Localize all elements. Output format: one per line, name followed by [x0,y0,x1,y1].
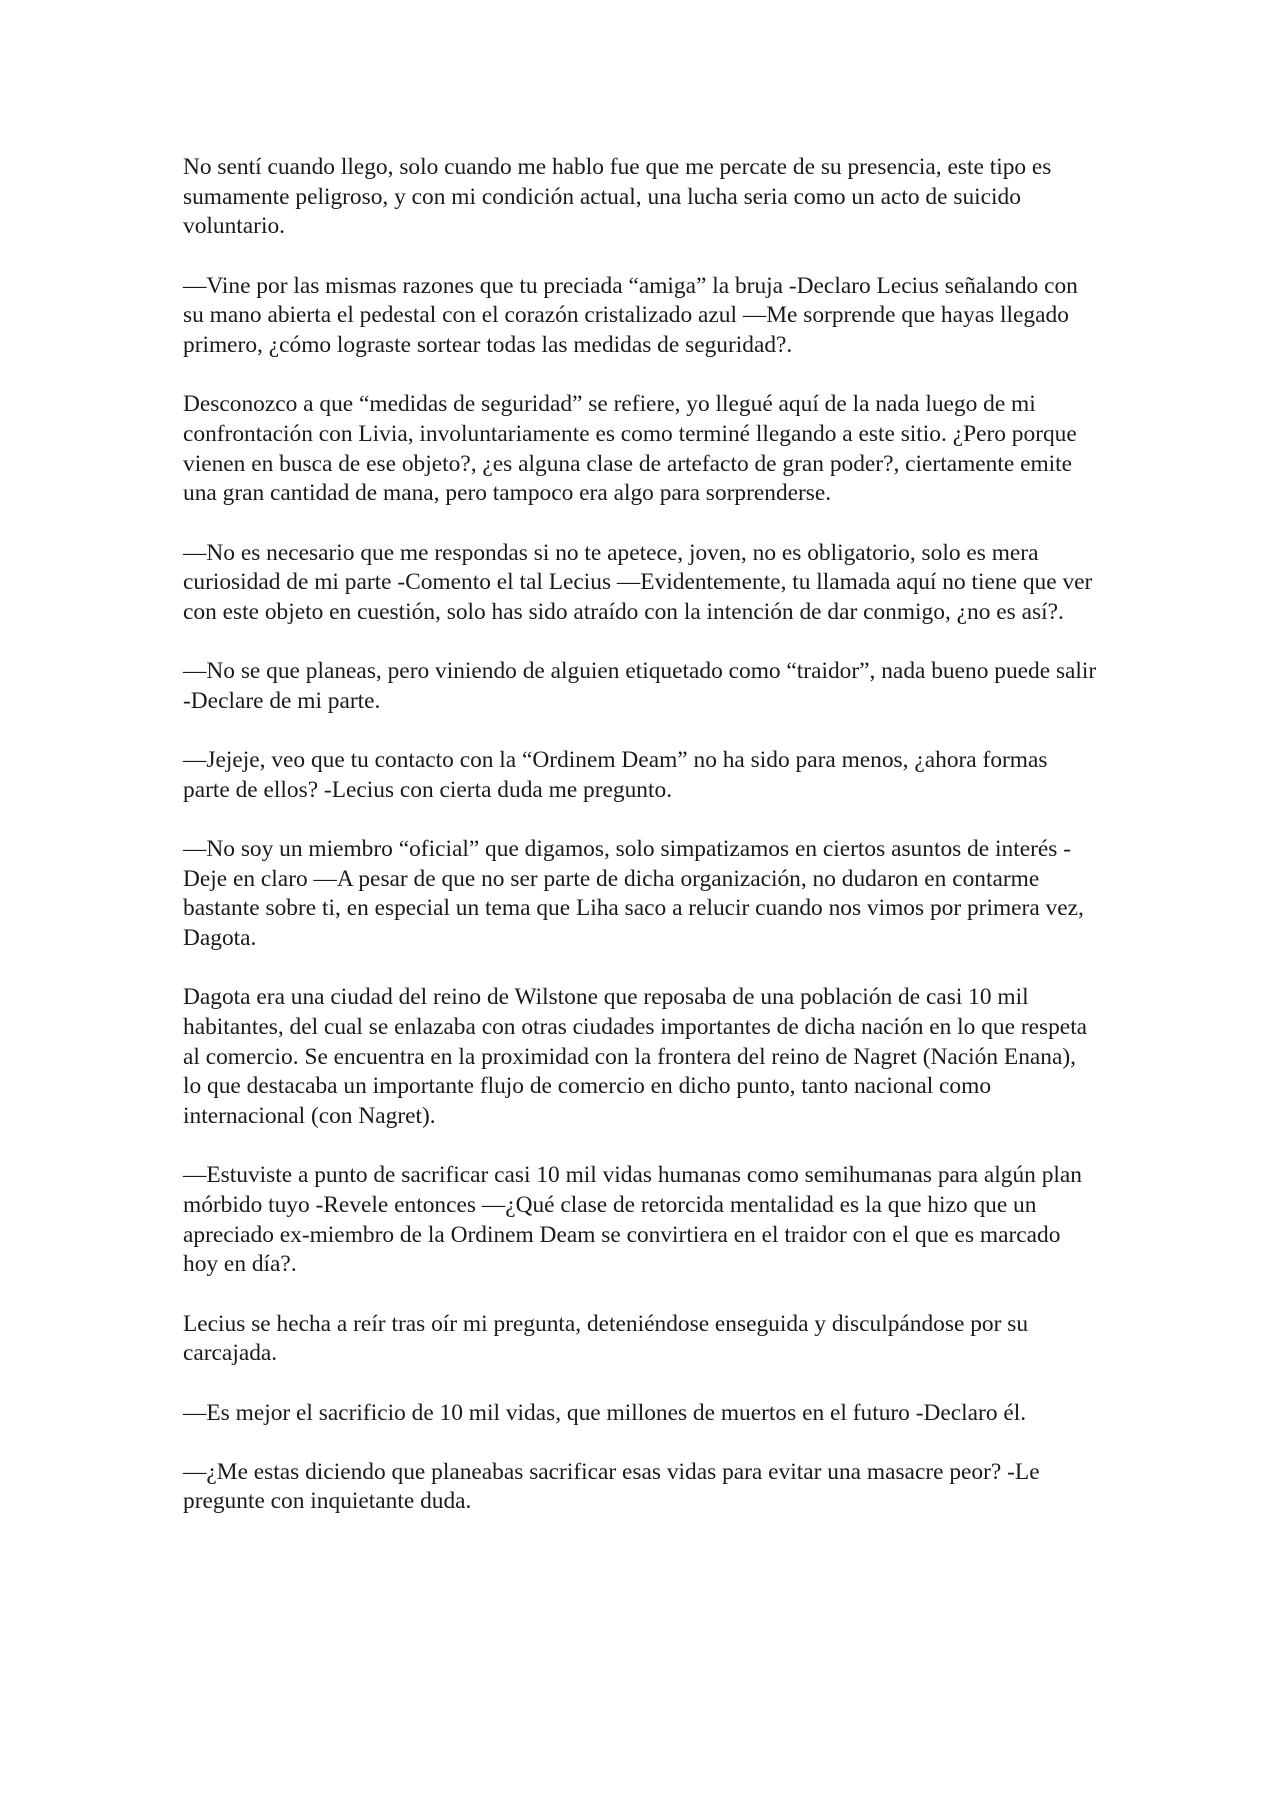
paragraph: —No se que planeas, pero viniendo de alguien etiquetado como “traidor”, nada bueno puede salir -Declare de mi parte. [183,658,1097,714]
paragraph: —Jejeje, veo que tu contacto con la “Ordinem Deam” no ha sido para menos, ¿ahora formas parte de ellos? -Lecius con cierta duda me pregunto. [183,747,1048,803]
paragraph: —Estuviste a punto de sacrificar casi 10 mil vidas humanas como semihumanas para algún plan mórbido tuyo -Revele entonces —¿Qué clase de retorcida mentalidad es la que hizo que un apreciado ex-miembro de la Ordinem Deam se convirtiera en el traidor con el que es marcado hoy en día?. [183,1162,1082,1278]
paragraph: Dagota era una ciudad del reino de Wilstone que reposaba de una población de casi 10 mil habitantes, del cual se enlazaba con otras ciudades importantes de dicha nación en lo que respeta al comercio. Se encuentra en la proximidad con la frontera del reino de Nagret (Nación Enana), lo que destacaba un importante flujo de comercio en dicho punto, tanto nacional como internacional (con Nagret). [183,984,1088,1130]
paragraph: —Es mejor el sacrificio de 10 mil vidas, que millones de muertos en el futuro -Declaro él. [183,1399,1027,1426]
paragraph: —No soy un miembro “oficial” que digamos, solo simpatizamos en ciertos asuntos de interés -Deje en claro —A pesar de que no ser parte de dicha organización, no dudaron en contarme bastante sobre ti, en especial un tema que Liha saco a relucir cuando nos vimos por primera vez, Dagota. [183,835,1084,952]
paragraph: Lecius se hecha a reír tras oír mi pregunta, deteniéndose enseguida y disculpándose por su carcajada. [183,1310,1029,1367]
paragraph: No sentí cuando llego, solo cuando me hablo fue que me percate de su presencia, este tipo es sumamente peligroso, y con mi condición actual, una lucha seria como un acto de suicido voluntario. [183,154,1052,240]
document-body [183,153,1098,1547]
paragraph: —No es necesario que me respondas si no te apetece, joven, no es obligatorio, solo es mera curiosidad de mi parte -Comento el tal Lecius —Evidentemente, tu llamada aquí no tiene que ver con este objeto en cuestión, solo has sido atraído con la intención de dar conmigo, ¿no es así?. [183,539,1093,625]
paragraph: —Vine por las mismas razones que tu preciada “amiga” la bruja -Declaro Lecius señalando con su mano abierta el pedestal con el corazón cristalizado azul —Me sorprende que hayas llegado primero, ¿cómo lograste sortear todas las medidas de seguridad?. [183,272,1078,359]
paragraph: Desconozco a que “medidas de seguridad” se refiere, yo llegué aquí de la nada luego de mi confrontación con Livia, involuntariamente es como terminé llegando a este sitio. ¿Pero porque vienen en busca de ese objeto?, ¿es alguna clase de artefacto de gran poder?, ciertamente emite una gran cantidad de mana, pero tampoco era algo para sorprenderse. [183,391,1077,507]
paragraph: —¿Me estas diciendo que planeabas sacrificar esas vidas para evitar una masacre peor? -Le pregunte con inquietante duda. [183,1458,1040,1515]
